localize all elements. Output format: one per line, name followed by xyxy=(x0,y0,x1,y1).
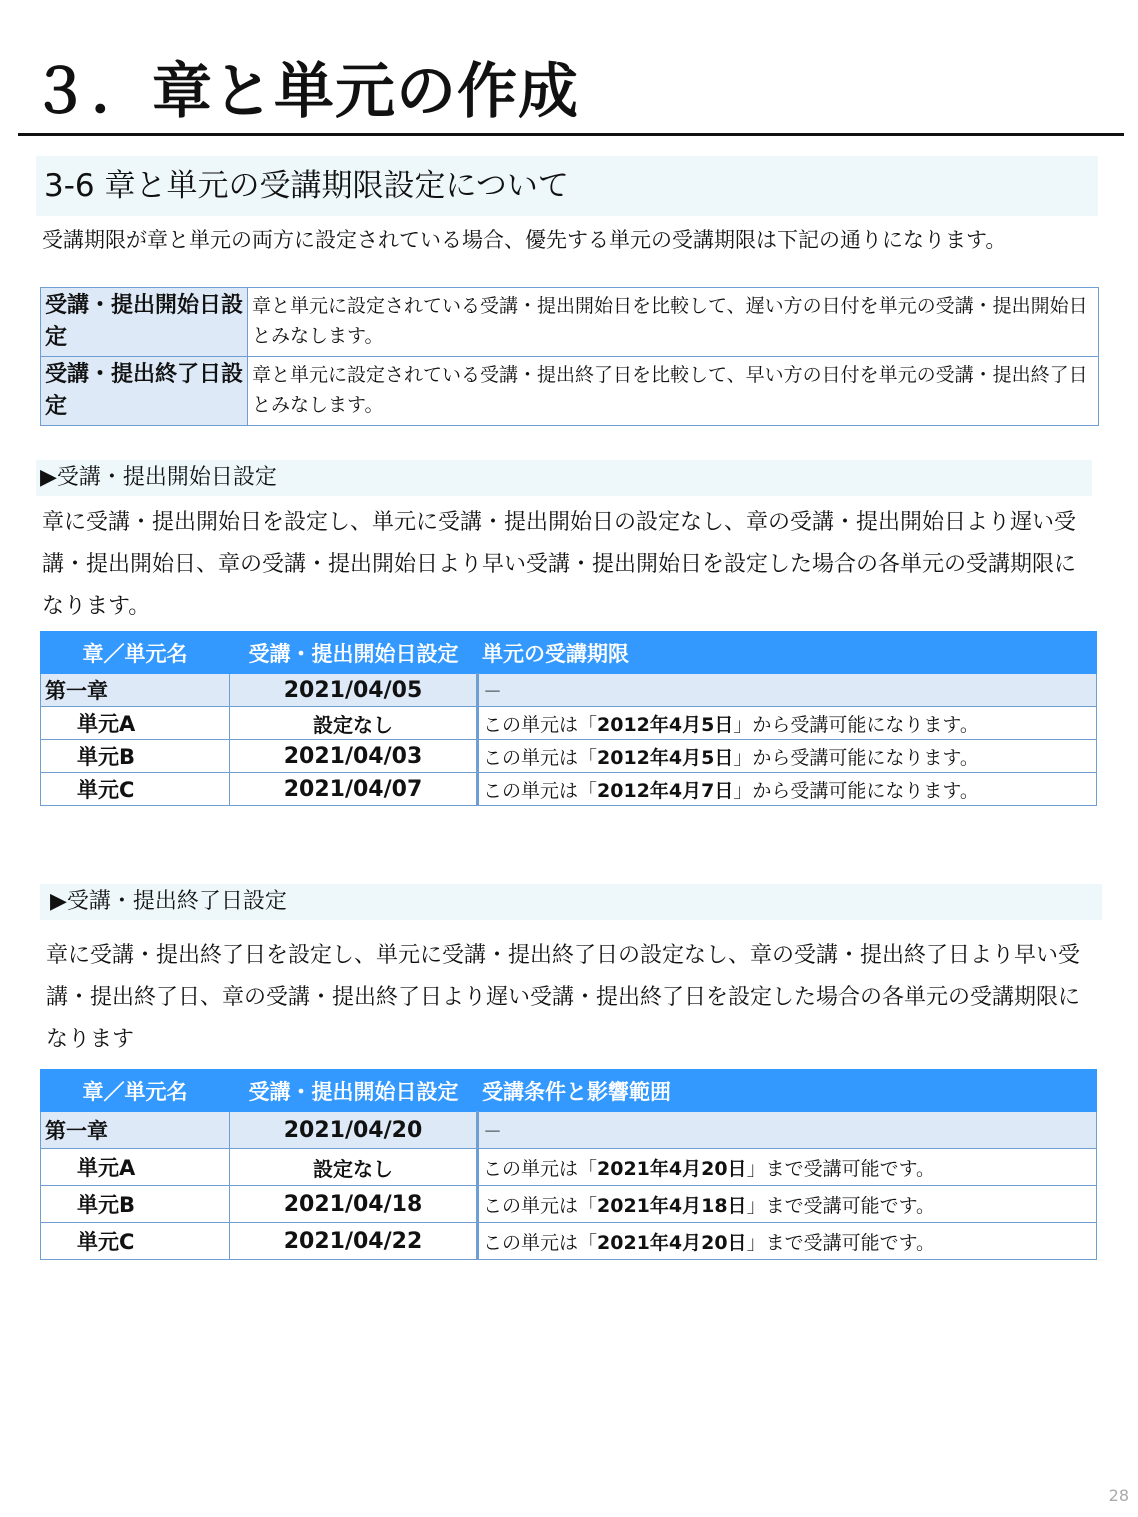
row-date: 2021/04/03 xyxy=(230,740,478,773)
definition-table xyxy=(40,287,1099,426)
table-header-row xyxy=(41,632,1097,674)
row-date: 2021/04/18 xyxy=(230,1186,478,1223)
row-date: 設定なし xyxy=(230,707,478,740)
row-name: 単元C xyxy=(41,1223,230,1260)
row-name: 単元B xyxy=(41,1186,230,1223)
page-title: ３．章と単元の作成 xyxy=(30,57,579,127)
table-row xyxy=(41,674,1097,707)
column-header: 章／単元名 xyxy=(41,632,230,674)
table-row xyxy=(41,707,1097,740)
row-period: この単元は「2021年4月18日」まで受講可能です。 xyxy=(478,1186,1097,1223)
end-date-table xyxy=(40,1069,1097,1260)
start-section-heading: ▶受講・提出開始日設定 xyxy=(40,465,277,490)
table-row xyxy=(41,1186,1097,1223)
row-name: 第一章 xyxy=(41,674,230,707)
column-header: 受講・提出開始日設定 xyxy=(230,632,478,674)
row-period: － xyxy=(478,674,1097,707)
table-row xyxy=(41,773,1097,806)
end-section-paragraph: 章に受講・提出終了日を設定し、単元に受講・提出終了日の設定なし、章の受講・提出終了日より早い受講・提出終了日、章の受講・提出終了日より遅い受講・提出終了日を設定した場合の各単元の受講期限になります xyxy=(46,943,1081,1052)
column-header: 受講・提出開始日設定 xyxy=(230,1070,478,1112)
intro-text: 受講期限が章と単元の両方に設定されている場合、優先する単元の受講期限は下記の通りになります。 xyxy=(42,228,1007,252)
row-name: 単元C xyxy=(41,773,230,806)
definition-term: 受講・提出終了日設定 xyxy=(41,357,248,426)
row-period: この単元は「2021年4月20日」まで受講可能です。 xyxy=(478,1149,1097,1186)
start-section-paragraph: 章に受講・提出開始日を設定し、単元に受講・提出開始日の設定なし、章の受講・提出開始日より遅い受講・提出開始日、章の受講・提出開始日より早い受講・提出開始日を設定した場合の各単元の受講期限になります。 xyxy=(42,510,1077,619)
definition-desc: 章と単元に設定されている受講・提出終了日を比較して、早い方の日付を単元の受講・提出終了日とみなします。 xyxy=(248,357,1099,426)
definition-row xyxy=(41,288,1099,357)
table-row xyxy=(41,1223,1097,1260)
row-date: 2021/04/05 xyxy=(230,674,478,707)
row-period: この単元は「2021年4月20日」まで受講可能です。 xyxy=(478,1223,1097,1260)
row-period: この単元は「2012年4月5日」から受講可能になります。 xyxy=(478,740,1097,773)
start-date-table xyxy=(40,631,1097,806)
column-header: 単元の受講期限 xyxy=(478,632,1097,674)
column-header: 受講条件と影響範囲 xyxy=(478,1070,1097,1112)
row-date: 設定なし xyxy=(230,1149,478,1186)
definition-term: 受講・提出開始日設定 xyxy=(41,288,248,357)
row-date: 2021/04/07 xyxy=(230,773,478,806)
row-period: この単元は「2012年4月5日」から受講可能になります。 xyxy=(478,707,1097,740)
page-number: 28 xyxy=(1108,1486,1129,1505)
definition-desc: 章と単元に設定されている受講・提出開始日を比較して、遅い方の日付を単元の受講・提出開始日とみなします。 xyxy=(248,288,1099,357)
row-name: 単元B xyxy=(41,740,230,773)
definition-row xyxy=(41,357,1099,426)
table-row xyxy=(41,1149,1097,1186)
title-divider xyxy=(18,133,1124,136)
table-row xyxy=(41,1112,1097,1149)
column-header: 章／単元名 xyxy=(41,1070,230,1112)
row-name: 単元A xyxy=(41,707,230,740)
section-heading: 3-6 章と単元の受講期限設定について xyxy=(44,168,569,204)
row-date: 2021/04/20 xyxy=(230,1112,478,1149)
end-section-heading: ▶受講・提出終了日設定 xyxy=(50,889,287,914)
row-name: 第一章 xyxy=(41,1112,230,1149)
row-period: この単元は「2012年4月7日」から受講可能になります。 xyxy=(478,773,1097,806)
row-period: － xyxy=(478,1112,1097,1149)
table-row xyxy=(41,740,1097,773)
table-header-row xyxy=(41,1070,1097,1112)
row-name: 単元A xyxy=(41,1149,230,1186)
row-date: 2021/04/22 xyxy=(230,1223,478,1260)
